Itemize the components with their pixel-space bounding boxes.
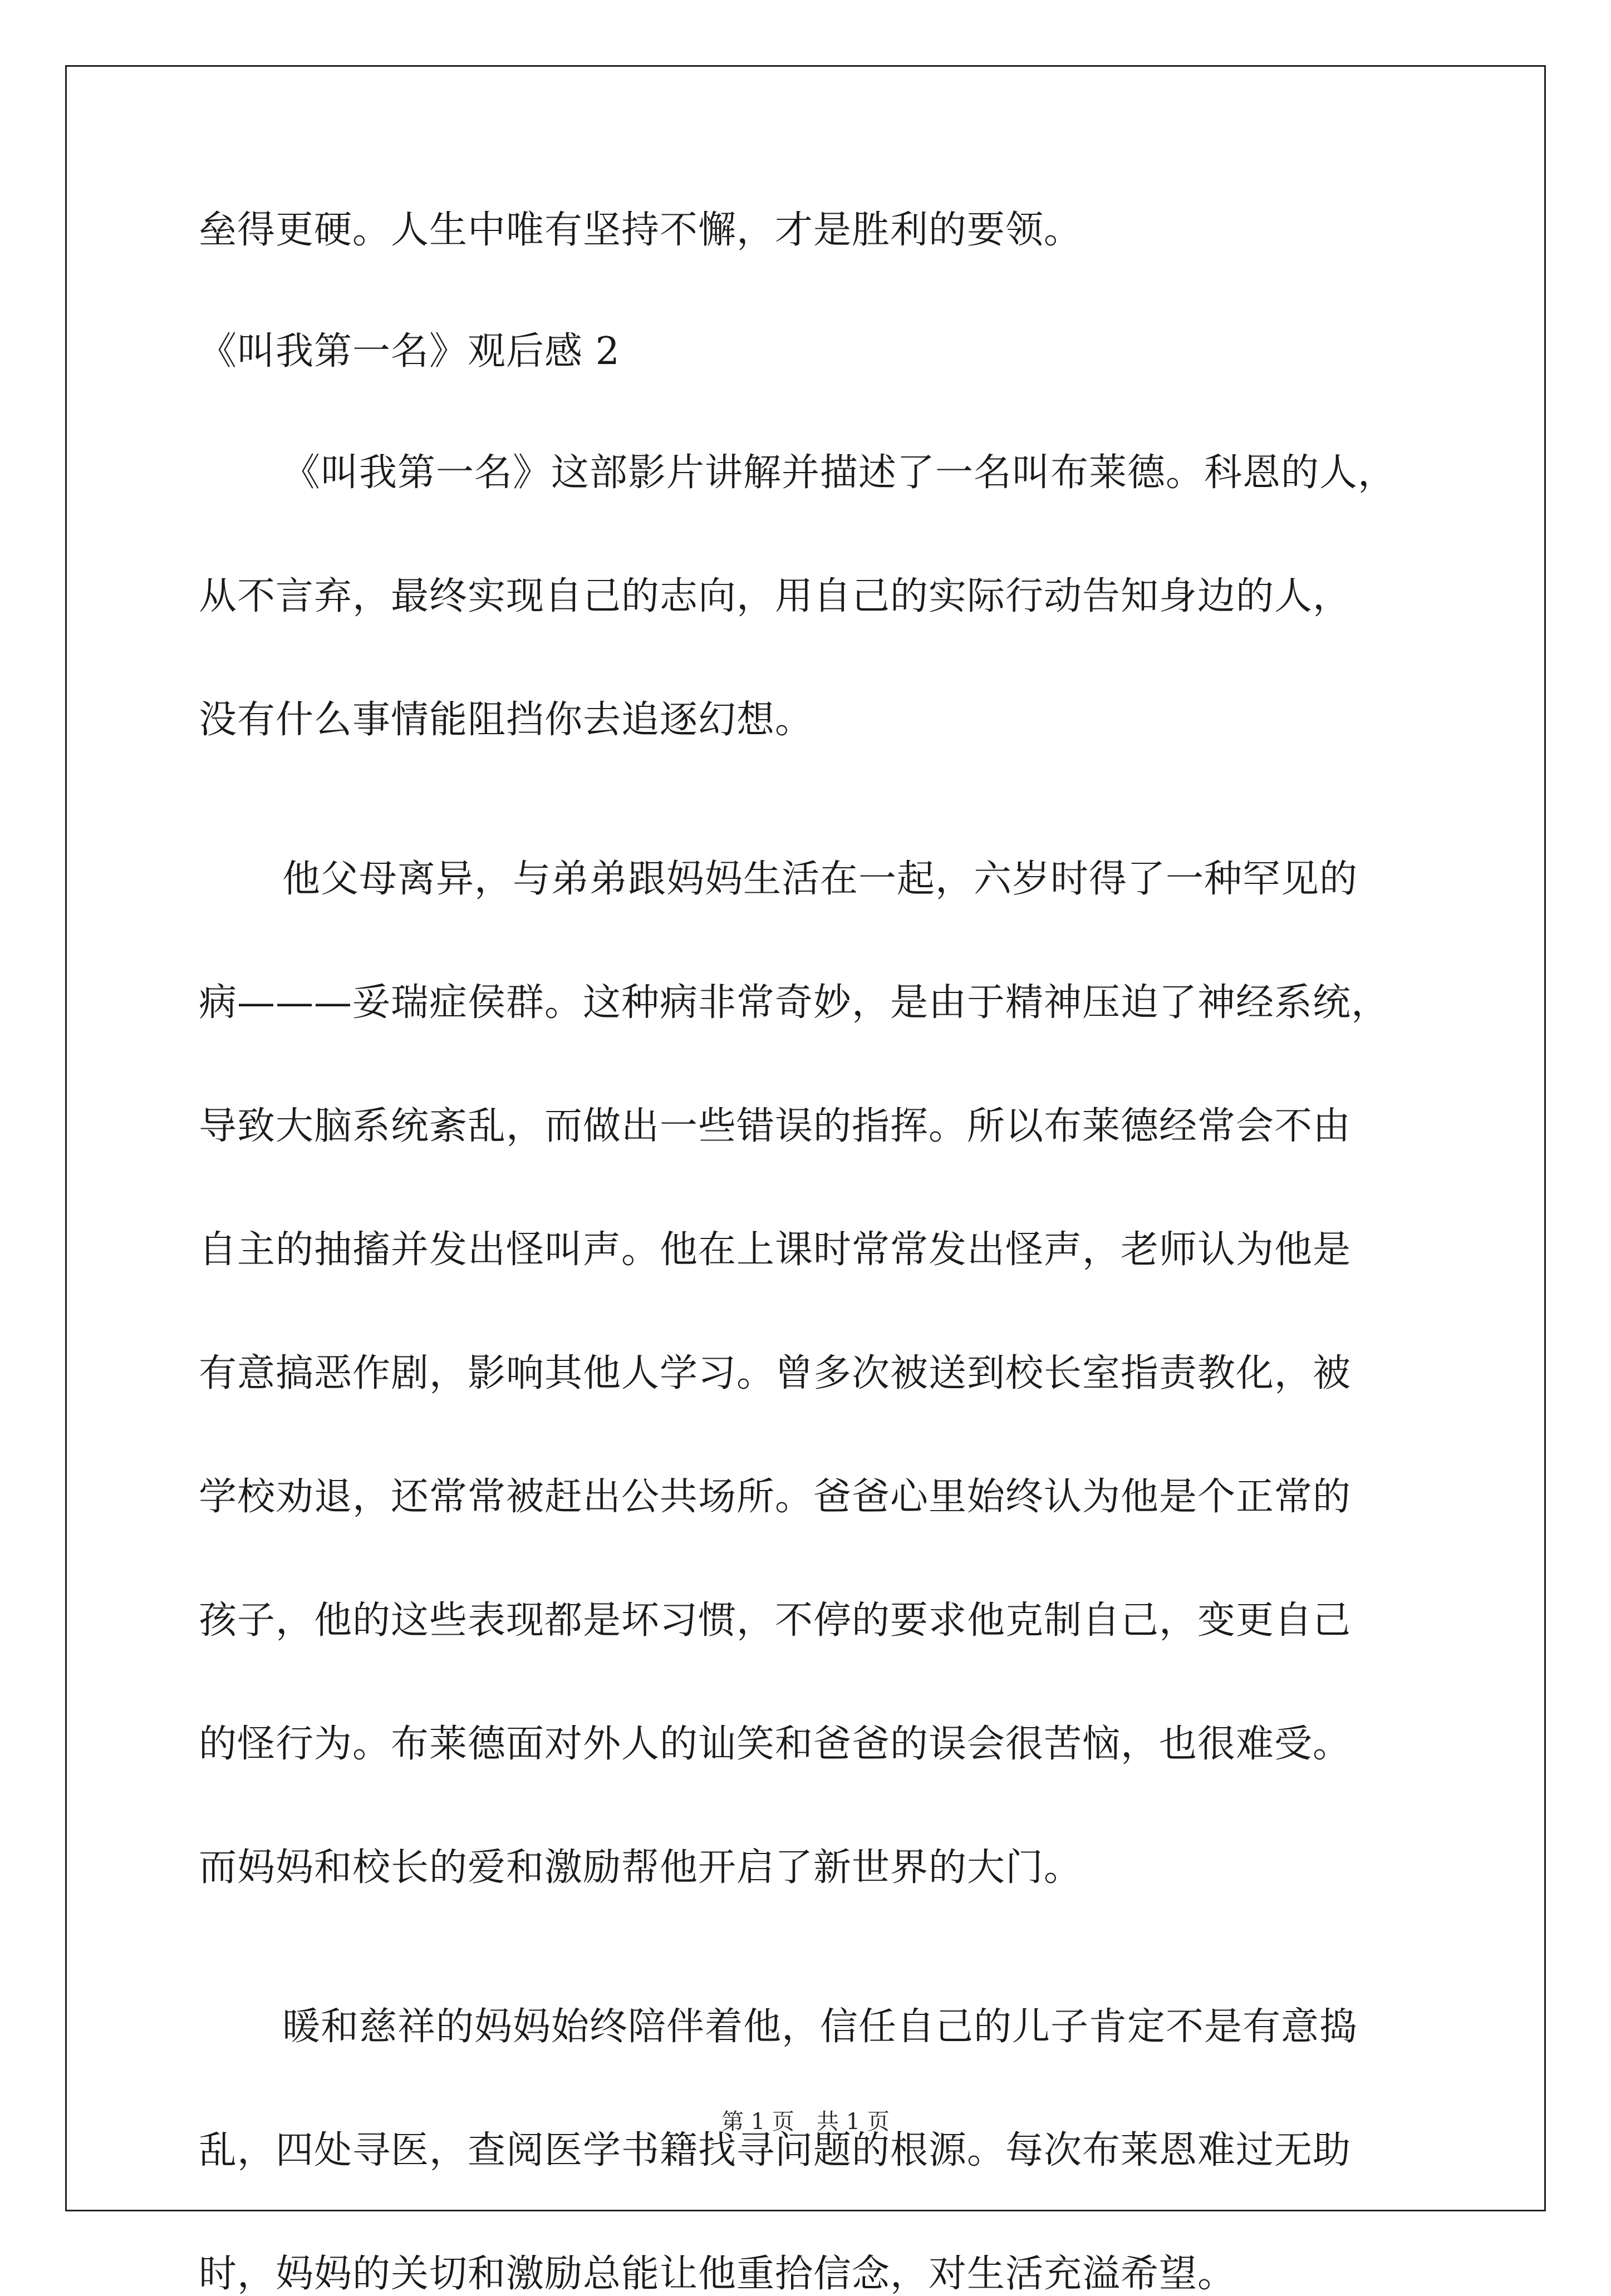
paragraph-line: 《叫我第一名》这部影片讲解并描述了一名叫布莱德。科恩的人，: [282, 451, 1397, 495]
paragraph-line: 自主的抽搐并发出怪叫声。他在上课时常常发出怪声，老师认为他是: [199, 1228, 1352, 1272]
paragraph-line: 暖和慈祥的妈妈始终陪伴着他，信任自己的儿子肯定不是有意捣: [282, 2005, 1358, 2049]
paragraph-line: 而妈妈和校长的爱和激励帮他开启了新世界的大门。: [199, 1846, 1083, 1890]
page-footer: 第 1 页 共 1 页: [721, 2109, 890, 2135]
section-heading: 《叫我第一名》观后感 2: [199, 330, 620, 373]
paragraph-line: 的怪行为。布莱德面对外人的讪笑和爸爸的误会很苦恼，也很难受。: [199, 1722, 1352, 1766]
paragraph-line: 乱，四处寻医，查阅医学书籍找寻问题的根源。每次布莱恩难过无助: [199, 2128, 1352, 2172]
paragraph-line: 导致大脑系统紊乱，而做出一些错误的指挥。所以布莱德经常会不由: [199, 1104, 1352, 1148]
paragraph-line: 时，妈妈的关切和激励总能让他重拾信念，对生活充溢希望。: [199, 2252, 1236, 2296]
paragraph-line: 他父母离异，与弟弟跟妈妈生活在一起，六岁时得了一种罕见的: [282, 857, 1358, 901]
paragraph-line: 从不言弃，最终实现自己的志向，用自己的实际行动告知身边的人，: [199, 574, 1352, 618]
paragraph-line: 没有什么事情能阻挡你去追逐幻想。: [199, 698, 814, 742]
text-line: 垒得更硬。人生中唯有坚持不懈，才是胜利的要领。: [199, 208, 1083, 252]
paragraph-line: 病———妥瑞症侯群。这种病非常奇妙，是由于精神压迫了神经系统，: [199, 981, 1390, 1025]
paragraph-line: 孩子，他的这些表现都是坏习惯，不停的要求他克制自己，变更自己: [199, 1599, 1352, 1643]
paragraph-line: 有意搞恶作剧，影响其他人学习。曾多次被送到校长室指责教化，被: [199, 1351, 1352, 1395]
document-body: [199, 210, 1451, 2294]
paragraph-line: 学校劝退，还常常被赶出公共场所。爸爸心里始终认为他是个正常的: [199, 1475, 1352, 1519]
